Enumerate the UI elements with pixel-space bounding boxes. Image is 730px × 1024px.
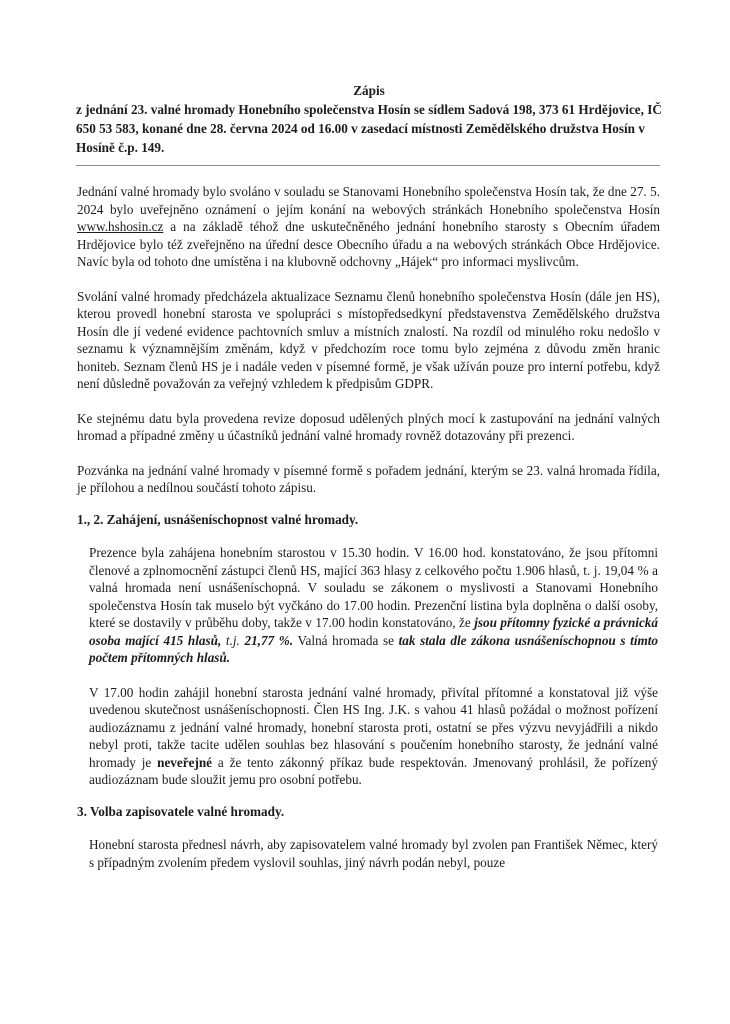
paragraph-invitation: Pozvánka na jednání valné hromady v písemné formě s pořadem jednání, kterým se 23. valná hromada řídila, je přílohou a nedílnou součástí tohoto zápisu. xyxy=(77,462,660,495)
paragraph-opening xyxy=(89,684,658,789)
paragraph-text: Jednání valné hromady bylo svoláno v souladu se Stanovami Honebního společenstva Hosín tak, že dne 27. 5. 2024 bylo uveřejněno oznámení o jejím konání na webových stránkách Honebního společenstva Hosín xyxy=(77,184,660,217)
header-divider xyxy=(76,165,660,166)
paragraph-proxies: Ke stejnému datu byla provedena revize doposud udělených plných mocí k zastupování na jednání valných hromad a případné změny u účastníků jednání valné hromady rovněž dotazovány při prezenci. xyxy=(77,410,660,443)
emphasis-text: 21,77 %. xyxy=(244,632,294,648)
paragraph-text: V 17.00 hodin zahájil honební starosta jednání valné hromady, přivítal přítomné a konstatoval již výše uvedenou skutečnost usnášeníschopnosti. Člen HS Ing. J.K. s vahou 41 hlasů požádal o možnost pořízení audiozáznamu z jednání valné hromady, honební starosta proti, ostatní se přes výzvu nevyjádřili a nikdo nebyl proti, takže tacite udělen souhlas bez hlasování s poučením honebního starosty, že jednání valné hromady je xyxy=(89,684,658,770)
paragraph-member-list: Svolání valné hromady předcházela aktualizace Seznamu členů honebního společenstva Hosín (dále jen HS), kterou provedl honební starosta ve spolupráci s místopředsedkyní představenstva Zemědělského družstva Hosín dle jí vedené evidence pachtovních smluv a místních znalostí. Na rozdíl od minulého roku nedošlo v seznamu k významnějším změnám, když v předchozím roce tomu bylo zejména z důvodu změn hranic honiteb. Seznam členů HS je i nadále veden v písemné formě, je však užíván pouze pro interní potřebu, když není důsledně považován za veřejný vzhledem k předpisům GDPR. xyxy=(77,288,660,391)
paragraph-text: Prezence byla zahájena honebním starostou v 15.30 hodin. V 16.00 hod. konstatováno, že jsou přítomni členové a zplnomocnění zástupci členů HS, mající 363 hlasy z celkového počtu 1.906 hlasů, t. j. 19,04 % a valná hromada není usnášeníschopná. V souladu se zákonem o myslivosti a Stanovami Honebního společenstva Hosín tak muselo být vyčkáno do 17.00 hodin. Prezenční listina byla doplněna o další osoby, které se dostavily v průběhu doby, takže v 17.00 hodin konstatováno, že xyxy=(89,545,658,630)
emphasis-text: tak stala dle zákona usnášeníschopnou s tímto počtem přítomných hlasů. xyxy=(89,632,659,665)
paragraph-convocation xyxy=(77,183,660,271)
document-header xyxy=(76,82,662,157)
paragraph-recorder-election: Honební starosta přednesl návrh, aby zapisovatelem valné hromady byl zvolen pan František Němec, který s případným zvolením předem vyslovil souhlas, jiný návrh podán nebyl, pouze xyxy=(89,837,658,870)
paragraph-text: Valná hromada se xyxy=(293,632,399,648)
paragraph-text: a že tento zákonný příkaz bude respektován. Jmenovaný prohlásil, že pořízený audiozáznam bude sloužit jemu pro osobní potřebu. xyxy=(89,754,658,787)
paragraph-attendance xyxy=(89,544,658,667)
emphasis-text: neveřejné xyxy=(157,754,213,770)
document-title: Zápis xyxy=(353,83,385,98)
section-3-heading: 3. Volba zapisovatele valné hromady. xyxy=(77,803,285,819)
website-link[interactable]: www.hshosin.cz xyxy=(77,219,164,234)
paragraph-text: a na základě téhož dne uskutečněného jednání honebního starosty s Obecním úřadem Hrdějovice bylo též zveřejněno na úřední desce Obecního úřadu a na webových stránkách Obce Hrdějovice. Navíc byla od tohoto dne umístěna i na klubovně odchovny „Hájek“ pro informaci myslivcům. xyxy=(77,219,660,269)
document-body xyxy=(77,183,660,888)
abbreviation-text: t.j. xyxy=(221,632,245,648)
document-subtitle: z jednání 23. valné hromady Honebního společenstva Hosín se sídlem Sadová 198, 373 61 Hrdějovice, IČ 650 53 583, konané dne 28. června 2024 od 16.00 v zasedací místnosti Zemědělského družstva Hosín v Hosíně č.p. 149. xyxy=(76,102,662,155)
section-1-heading: 1., 2. Zahájení, usnášeníschopnost valné hromady. xyxy=(77,511,359,527)
emphasis-text: jsou přítomny fyzické a právnická osoba mající 415 hlasů, xyxy=(89,615,658,648)
